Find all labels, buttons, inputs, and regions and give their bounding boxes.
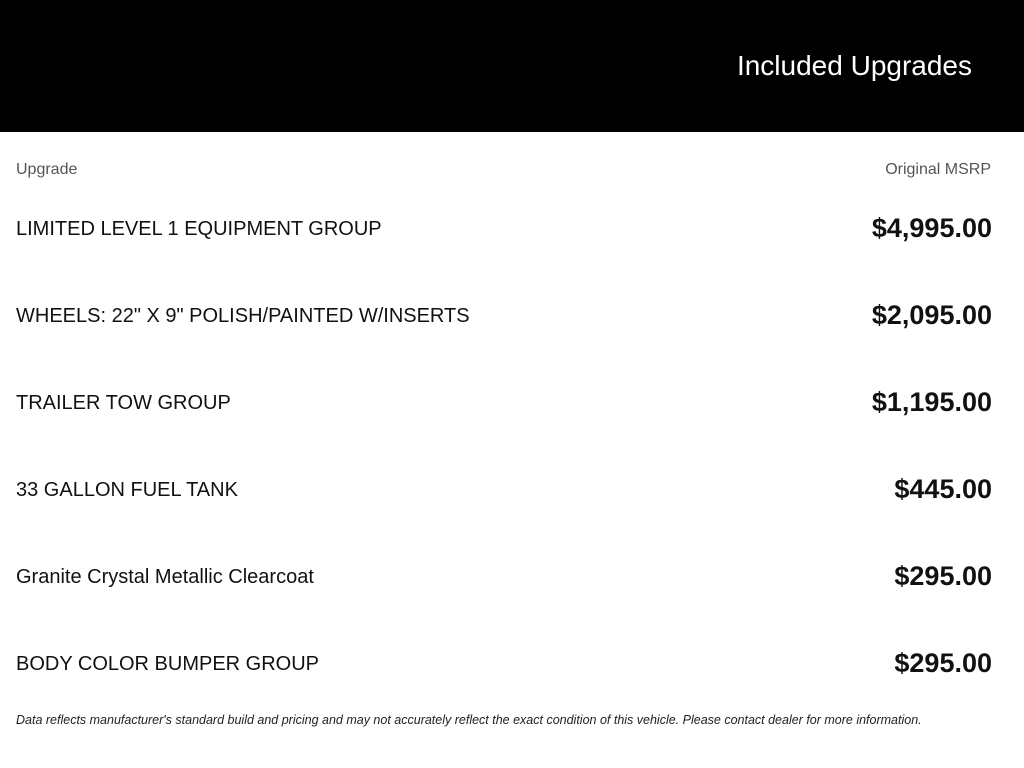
column-header-upgrade: Upgrade [16, 161, 78, 178]
upgrade-name: 33 GALLON FUEL TANK [16, 479, 238, 501]
list-item [16, 284, 992, 371]
upgrade-price: $2,095.00 [871, 300, 992, 330]
list-item [16, 545, 992, 632]
upgrade-name: Granite Crystal Metallic Clearcoat [16, 566, 314, 588]
list-item [16, 632, 992, 719]
upgrades-list [16, 197, 992, 719]
page-title: Included Upgrades [736, 50, 972, 81]
list-item [16, 371, 992, 458]
disclaimer-text: Data reflects manufacturer's standard build and pricing and may not accurately reflect the exact condition of this vehicle. Please contact dealer for more information. [16, 713, 922, 727]
upgrade-name: LIMITED LEVEL 1 EQUIPMENT GROUP [16, 218, 382, 240]
upgrade-name: TRAILER TOW GROUP [16, 392, 231, 414]
upgrade-name: BODY COLOR BUMPER GROUP [16, 653, 320, 675]
upgrade-name: WHEELS: 22" X 9" POLISH/PAINTED W/INSERTS [16, 305, 470, 327]
header-banner [0, 0, 1024, 132]
upgrade-price: $295.00 [894, 648, 992, 678]
upgrade-price: $295.00 [894, 561, 992, 591]
upgrade-price: $4,995.00 [871, 213, 992, 243]
column-header-msrp: Original MSRP [885, 161, 991, 178]
list-item [16, 458, 992, 545]
upgrade-price: $445.00 [894, 474, 992, 504]
list-item [16, 197, 992, 284]
upgrade-price: $1,195.00 [871, 387, 992, 417]
